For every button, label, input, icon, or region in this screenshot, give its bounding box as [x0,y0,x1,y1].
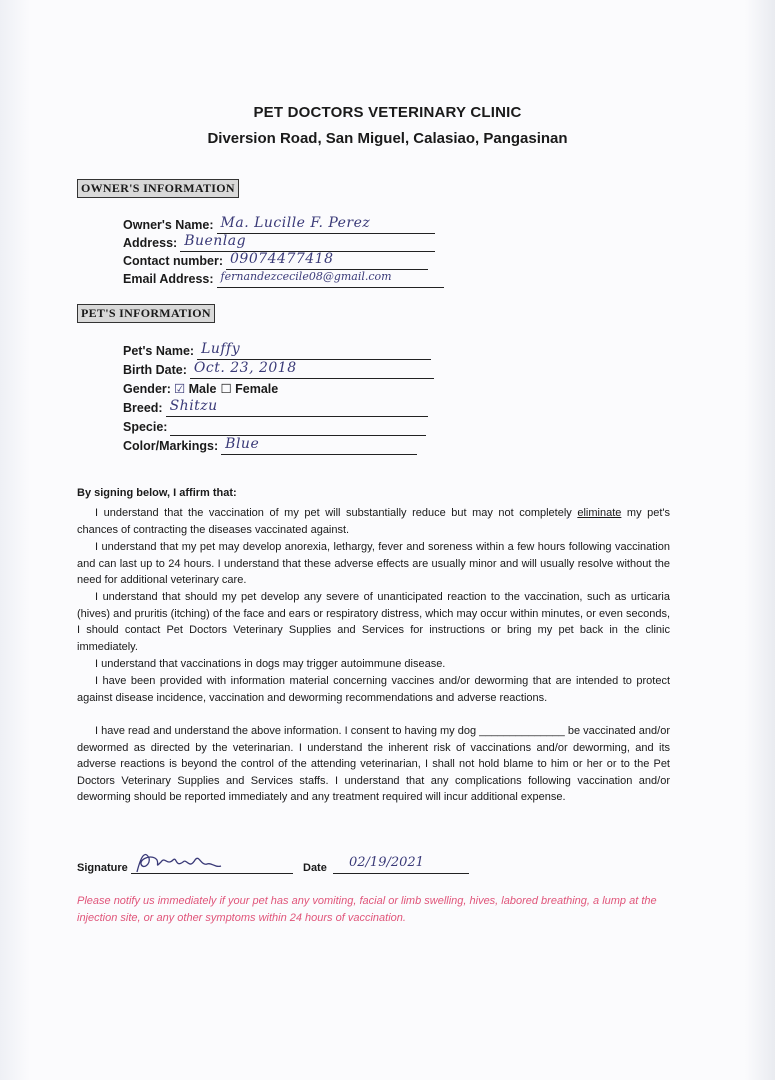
pet-breed-field[interactable] [166,400,428,417]
date-label: Date [303,862,327,874]
owner-name-value: Ma. Lucille F. Perez [220,215,371,231]
affirm-paragraph-2: I understand that my pet may develop anorexia, lethargy, fever and soreness within a few hours following vaccination and can last up to 24 hours. I understand that these adverse effects are usually minor and will usually resolve without the need for additional veterinary care. [77,541,670,587]
gender-male-checkbox[interactable] [174,380,217,398]
owner-name-row [123,216,435,234]
pet-specie-label: Specie: [123,420,168,434]
owner-email-label: Email Address: [123,272,214,286]
affirm-paragraph-5: I have been provided with information material concerning vaccines and/or deworming that are intended to protect against disease incidence, vaccination and deworming recommendations and adverse reactions. [77,675,670,704]
pet-gender-row [123,380,278,398]
owner-email-field[interactable] [217,271,444,288]
pet-specie-row [123,418,426,436]
affirm-p1-underlined: eliminate [577,507,622,519]
owner-name-label: Owner's Name: [123,218,214,232]
pet-color-row [123,437,417,455]
owner-address-label: Address: [123,236,178,250]
affirm-p1-end: my pet's chances of contracting the diseases vaccinated against. [77,507,671,536]
pet-breed-value: Shitzu [169,398,218,414]
owner-address-value: Buenlag [184,233,247,249]
signature-row [77,856,677,878]
clinic-address: Diversion Road, San Miguel, Calasiao, Pangasinan [207,130,568,147]
owner-email-value: fernandezcecile08@gmail.com [220,270,392,283]
pet-birth-label: Birth Date: [123,363,187,377]
pet-breed-label: Breed: [123,401,163,415]
clinic-name: PET DOCTORS VETERINARY CLINIC [253,104,522,121]
notice-text: Please notify us immediately if your pet has any vomiting, facial or limb swelling, hives, labored breathing, a lump at the injection site, or any other symptoms within 24 hours of vaccination. [77,895,657,924]
checked-box-icon: ☑ [173,382,186,396]
affirm-paragraph-1 [77,505,670,538]
pet-color-label: Color/Markings: [123,439,219,453]
signature-label: Signature [77,862,128,874]
date-value: 02/19/2021 [349,855,424,870]
pet-name-value: Luffy [201,341,241,357]
empty-box-icon: ☐ [220,382,232,396]
pet-breed-row [123,399,428,417]
handwritten-signature-icon [131,848,251,876]
affirm-p1-text: I understand that the vaccination of my pet will substantially reduce but may not completely [95,507,578,519]
affirm-heading: By signing below, I affirm that: [77,487,237,499]
pet-section-title: PET'S INFORMATION [77,304,215,323]
pet-name-label: Pet's Name: [123,344,195,358]
gender-female-checkbox[interactable] [220,380,278,398]
pet-specie-field[interactable] [170,419,426,436]
owner-name-field[interactable] [217,217,435,234]
affirm-paragraph-6: I have read and understand the above information. I consent to having my dog ______________ be vaccinated and/or dewormed as directed by the veterinarian. I understand the inherent risk of vaccinations and/or deworming, and its adverse reactions is beyond the control of the attending veterinarian, I shall not hold blame to him or her or to the Pet Doctors Veterinary Supplies and Services staffs. I understand that any complications following vaccination and/or deworming should be reported immediately and any treatment required will incur additional expense. [77,725,670,804]
affirm-paragraph-4: I understand that vaccinations in dogs may trigger autoimmune disease. [95,658,446,670]
pet-birth-row [123,361,434,379]
gender-male-label: Male [188,382,217,396]
pet-birth-field[interactable] [190,362,434,379]
owner-contact-label: Contact number: [123,254,223,268]
pet-name-row [123,342,431,360]
owner-email-row [123,270,444,288]
owner-section-title: OWNER'S INFORMATION [77,179,239,198]
pet-color-value: Blue [225,436,260,452]
pet-birth-value: Oct. 23, 2018 [193,360,297,376]
gender-female-label: Female [235,382,279,396]
owner-contact-value: 09074477418 [230,251,334,267]
pet-name-field[interactable] [197,343,431,360]
pet-gender-label: Gender: [123,382,171,396]
affirm-paragraph-3: I understand that should my pet develop any severe of unanticipated reaction to the vaccination, such as urticaria (hives) and pruritis (itching) of the face and ears or respiratory distress, which may occur within minutes, or even seconds, I should contact Pet Doctors Veterinary Supplies and Services for instructions or bring my pet back in the clinic immediately. [77,591,670,653]
pet-color-field[interactable] [221,438,417,455]
